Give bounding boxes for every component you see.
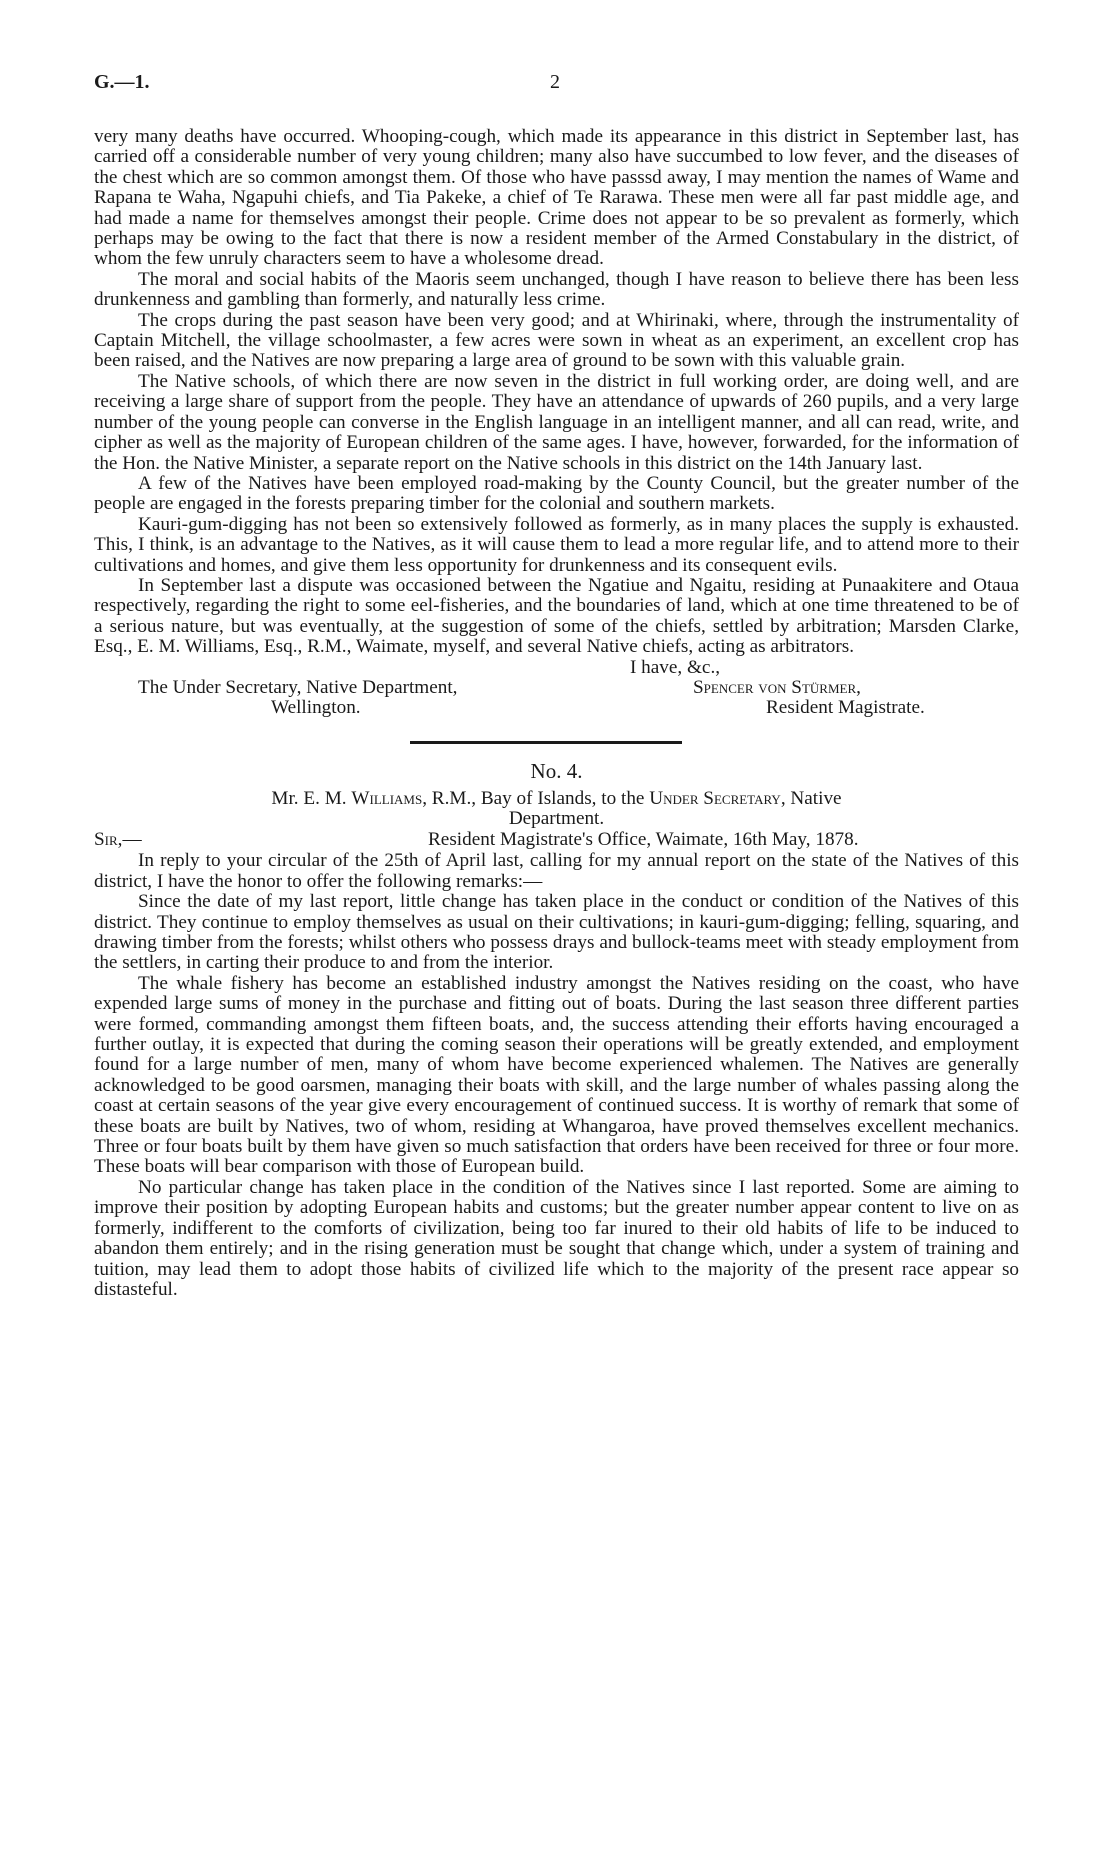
addressee-line: Wellington. <box>271 696 361 718</box>
signature-name: Spencer von Stürmer, <box>693 676 861 698</box>
letter-title <box>94 789 1019 830</box>
section-number: No. 4. <box>530 758 583 783</box>
salutation: Sir,— <box>94 829 142 851</box>
page-header <box>94 72 1020 98</box>
section-divider <box>410 741 682 744</box>
paragraph: In September last a dispute was occasioned between the Ngatiue and Ngaitu, residing at Punaakitere and Otaua respectively, regarding the right to some eel-fisheries, and the boundaries of land, which at one time threatened to be of a serious nature, but was eventually, at the suggestion of some of the chiefs, settled by arbitration; Marsden Clarke, Esq., E. M. Williams, Esq., R.M., Waimate, myself, and several Native chiefs, acting as arbitrators. <box>94 574 1019 658</box>
from-mid: R.M., Bay of Islands, to the <box>431 787 645 809</box>
to-name: Under Secretary, <box>649 787 786 809</box>
title-line2: Department. <box>508 807 605 829</box>
addressee-line: The Under Secretary, Native Department, <box>138 676 458 698</box>
paragraph: Kauri-gum-digging has not been so extensively followed as formerly, as in many places the supply is exhausted. This, I think, is an advantage to the Natives, as it will cause them to lead a more regular life, and to attend more to their cultivations and homes, and give them less opportunity for drunkenness and its consequent evils. <box>94 513 1019 576</box>
paragraph: The Native schools, of which there are now seven in the district in full working order, are doing well, and are receiving a large share of support from the people. They have an attendance of upwards of 260 pupils, and a very large number of the young people can converse in the English language in an intelligent manner, and all can read, write, and cipher as well as the majority of European children of the same ages. I have, however, forwarded, for the information of the Hon. the Native Minister, a separate report on the Native schools in this district on the 14th January last. <box>94 370 1019 474</box>
from-prefix: Mr. E. M. <box>271 787 347 809</box>
paragraph: The crops during the past season have been very good; and at Whirinaki, where, through the instrumentality of Captain Mitchell, the village schoolmaster, a few acres were sown in wheat as an experiment, an excellent crop has been raised, and the Natives are now preparing a large area of ground to be sown with this valuable grain. <box>94 309 1019 372</box>
page-number: 2 <box>550 71 560 93</box>
page-reference: G.—1. <box>94 71 150 93</box>
paragraph: No particular change has taken place in the condition of the Natives since I last reported. Some are aiming to improve their position by adopting European habits and customs; but the greater number appear content to live on as formerly, indifferent to the comforts of civilization, being too far inured to their old habits of life to be induced to abandon them entirely; and in the rising generation must be sought that change which, under a system of training and tuition, may lead them to adopt those habits of civilized life which to the majority of the present race appear so distasteful. <box>94 1176 1019 1300</box>
paragraph: A few of the Natives have been employed road-making by the County Council, but the greater number of the people are engaged in the forests preparing timber for the colonial and southern markets. <box>94 472 1019 515</box>
to-rest: Native <box>790 787 842 809</box>
paragraph: very many deaths have occurred. Whooping-cough, which made its appearance in this district in September last, has carried off a considerable number of very young children; many also have succumbed to low fever, and the diseases of the chest which are so common amongst them. Of those who have passsd away, I may mention the names of Wame and Rapana te Waha, Ngapuhi chiefs, and Tia Pakeke, a chief of Te Rarawa. These men were all far past middle age, and had made a name for themselves amongst their people. Crime does not appear to be so prevalent as formerly, which perhaps may be owing to the fact that there is now a resident member of the Armed Constabulary in the district, of whom the few unruly characters seem to have a wholesome dread. <box>94 126 1019 270</box>
place-date: Resident Magistrate's Office, Waimate, 16th May, 1878. <box>428 829 859 851</box>
signature-block <box>94 658 1019 719</box>
paragraph: Since the date of my last report, little change has taken place in the conduct or condition of the Natives of this district. They continue to employ themselves as usual on their cultivations; in kauri-gum-digging; felling, squaring, and drawing timber from the forests; whilst others who possess drays and bullock-teams meet with steady employment from the settlers, in carting their produce to and from the interior. <box>94 891 1019 974</box>
paragraph: In reply to your circular of the 25th of April last, calling for my annual report on the state of the Natives of this district, I have the honor to offer the following remarks:— <box>94 850 1019 892</box>
from-name: Williams, <box>351 787 427 809</box>
salutation-line <box>94 830 1019 851</box>
paragraph: The whale fishery has become an established industry amongst the Natives residing on the coast, who have expended large sums of money in the purchase and fitting out of boats. During the last season three different parties were formed, commanding amongst them fifteen boats, and, the success attending their efforts having encouraged a further outlay, it is expected that during the coming season their operations will be greatly extended, and employment found for a large number of men, many of whom have become experienced whalemen. The Natives are generally acknowledged to be good oarsmen, managing their boats with skill, and the large number of whales passing along the coast at certain seasons of the year give every encouragement of continued success. It is worthy of remark that some of these boats are built by Natives, two of whom, residing at Whangaroa, have proved themselves excellent mechanics. Three or four boats built by them have given so much satisfaction that orders have been received for three or four more. These boats will bear comparison with those of European build. <box>94 972 1019 1178</box>
signature-title: Resident Magistrate. <box>766 696 925 718</box>
paragraph: The moral and social habits of the Maoris seem unchanged, though I have reason to believe there has been less drunkenness and gambling than formerly, and naturally less crime. <box>94 268 1019 311</box>
document-body <box>94 127 1019 1300</box>
closing: I have, &c., <box>630 656 721 678</box>
